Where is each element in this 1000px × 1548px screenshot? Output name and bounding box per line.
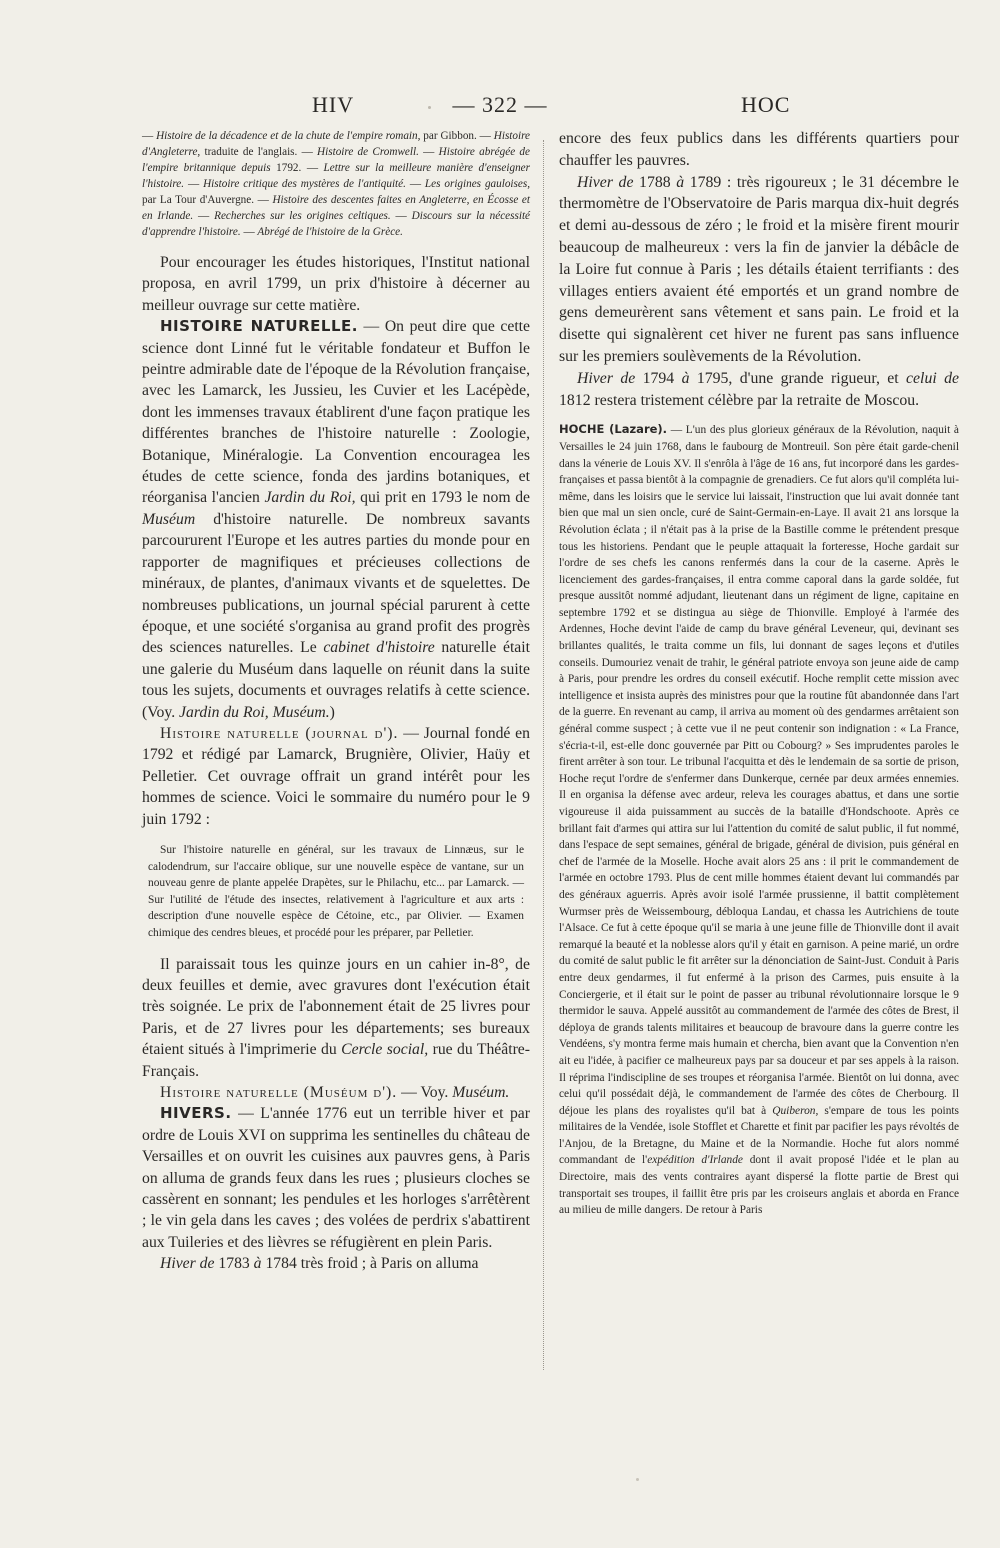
running-header: [0, 92, 1000, 122]
entry-histoire-naturelle: HISTOIRE NATURELLE. — On peut dire que cette science dont Linné fut le véritable fondateur et Buffon le peintre admirable date de l'époque de la Révolution française, avec les Lamarck, les Jussieu, les Cuvier et les Lacépède, dont les immenses travaux établirent d'une façon pratique les différentes branches de l'histoire naturelle : Zoologie, Botanique, Minéralogie. La Convention encouragea les études de cette science, fonda des jardins botaniques, et réorganisa l'ancien Jardin du Roi, qui prit en 1793 le nom de Muséum d'histoire naturelle. De nombreux savants parcoururent l'Europe et les autres parties du monde pour en rapporter de magnifiques et précieuses collections de minéraux, de plantes, d'animaux vivants et de squelettes. De nombreuses publications, un journal spécial parurent à cette époque, et une société s'organisa au grand profit des progrès des sciences naturelles. Le cabinet d'histoire naturelle était une galerie du Muséum dans laquelle on réunit dans la suite tous les sujets, documents et ouvrages relatifs à cette science. (Voy. Jardin du Roi, Muséum.): [142, 317, 531, 721]
paragraph-hiver-1783: Hiver de 1783 à 1784 très froid ; à Paris on alluma: [160, 1255, 479, 1273]
paragraph-hiver-1788: Hiver de 1788 à 1789 : très rigoureux ; le 31 décembre le thermomètre de l'Observatoire de Paris marqua dix-huit degrés et demi au-dessous de zéro ; le froid et la misère firent mourir beaucoup de malheureux : vers la fin de janvier la débâcle de la Loire fut connue à Paris ; les détails étaient terrifiants : des villages entiers avaient été emportés et un grand nombre de gens demeurèrent sans vêtement et sans pain. Le froid et la disette qui signalèrent cet hiver ne furent pas sans influence sur les premiers soulèvements de la Révolution.: [559, 173, 959, 365]
paragraph-continuation: encore des feux publics dans les différents quartiers pour chauffer les pauvres.: [559, 130, 959, 169]
column-divider: [543, 140, 544, 1370]
entry-heading: Histoire naturelle (journal d').: [160, 724, 399, 742]
right-column: [559, 128, 959, 1219]
paragraph-institut-prize: Pour encourager les études historiques, l'Institut national proposa, en avril 1799, un prix d'histoire à décerner au meilleur ouvrage sur cette matière.: [142, 254, 530, 314]
paragraph-journal-details: Il paraissait tous les quinze jours en un cahier in-8°, de deux feuilles et demie, avec gravures dont l'exécution était très soignée. Le prix de l'abonnement était de 25 livres pour Paris, et de 27 livres pour les départements; ses bureaux étaient situés à l'imprimerie du Cercle social, rue du Théâtre-Français.: [142, 955, 530, 1080]
entry-heading: HOCHE: [559, 422, 605, 437]
page-number: — 322 —: [452, 92, 548, 117]
entry-subheading: (Lazare).: [604, 422, 668, 437]
entry-hivers: HIVERS. — L'année 1776 eut un terrible hiver et par ordre de Louis XVI on supprima les sentinelles du château de Versailles et on ouvrit les cuisines aux pauvres gens, à Paris on alluma de grands feux dans les rues ; plusieurs cloches se cassèrent en sonnant; les pendules et les horloges s'arrêtèrent ; le vin gela dans les caves ; des volées de perdrix s'abattirent aux Tuileries et des lièvres se réfugièrent en plein Paris.: [142, 1104, 530, 1251]
speck: [428, 106, 431, 109]
entry-heading: HISTOIRE NATURELLE.: [160, 317, 358, 336]
speck: [636, 1478, 639, 1481]
entry-hoche: HOCHE (Lazare). — L'un des plus glorieux généraux de la Révolution, naquit à Versailles le 24 juin 1768, dans le faubourg de Montreuil. Son père était garde-chenil dans la vénerie de Louis XV. Il s'enrôla à l'âge de 16 ans, fut incorporé dans les gardes-françaises et passa bientôt à la compagnie de grenadiers. Ce fut alors qu'il compléta lui-même, dans les loisirs que le service lui laissait, l'instruction que lui avait donnée tant bien que mal un sien oncle, curé de Saint-Germain-en-Laye. Il avait 21 ans lorsque la Révolution éclata ; il n'était pas à la prise de la Bastille comme le prétendent presque tous les historiens. Pendant que le peuple attaquait la forteresse, Hoche gardait sur l'ordre de ses chefs les canons renfermés dans la cour de la caserne. Après le licenciement des gardes-françaises, il entra comme caporal dans la garde soldée, fut presque aussitôt nommé adjudant, lieutenant dans un régiment de ligne, capitaine en septembre 1792 et se distingua au siège de Thionville. Employé à l'armée des Ardennes, Hoche devint l'aide de camp du brave général Leveneur, qui, devinant ses brillantes qualités, le traita comme un fils, lui donnant de sages leçons et d'utiles conseils. Dumouriez venait de trahir, le général patriote envoya son jeune aide de camp à Paris, pour prendre les ordres du conseil exécutif. Hoche remplit cette mission avec intelligence et insista auprès des ministres pour que la routine fût abandonnée dans l'art de la guerre. En revenant au camp, il arriva au moment où des gendarmes arrêtaient son général comme suspect ; à cette vue il ne peut contenir son indignation : « La France, s'écria-t-il, est-elle donc gouvernée par Pitt ou Cobourg? » Ses imprudentes paroles le firent arrêter à son tour. Le tribunal l'acquitta et dès le lendemain de sa sortie de prison, Hoche reçut l'ordre de s'enfermer dans Dunkerque, cernée par deux armées ennemies. Il en organisa la défense avec ardeur, releva les courages abattus, et dans une sortie vigoureuse il aida puissamment au succès de la bataille d'Hondschoote. Après ce brillant fait d'armes qui attira sur lui l'attention du comité de salut public, il fut nommé, dans l'espace de sept semaines, général de brigade, général de division, puis général en chef de l'armée de la Moselle. Hoche avait alors 25 ans : il prit le commandement de l'armée en octobre 1793. Plus de cent mille hommes étaient devant lui commandés par des généraux aguerris. Après avoir isolé l'armée prussienne, il battit complètement Wurmser près de Weissembourg, débloqua Landau, et chassa les Autrichiens de toute l'Alsace. Ce fut à cette époque qu'il se maria à une jeune fille de Thionville dont il avait remarqué la beauté et la noblesse alors qu'il y était en garnison. A peine marié, un ordre du comité de salut public le fit arrêter sur la dénonciation de Saint-Just. Conduit à Paris entre deux gendarmes, il fut enfermé à la prison des Carmes, puis ensuite à la Conciergerie, et il était sur le point de passer au tribunal révolutionnaire lorsque le 9 thermidor le sauva. Appelé aussitôt au commandement de l'armée des côtes de Brest, il déploya de grands talents militaires et beaucoup de bravoure dans la guerre contre les Vendéens, s'y montra ferme mais humain et chercha, bien avant que la Convention n'en ait eu l'idée, à pacifier ce malheureux pays par sa douceur et par ses appels à la raison. Il réprima l'indiscipline de ses troupes et réorganisa l'armée. Bientôt on lui donna, avec celui qu'il possédait déjà, le commandement de l'armée des côtes de Cherbourg. Il déjoue les plans des royalistes qu'il bat à Quiberon, s'empare de tous les points militaires de la Vendée, isole Stofflet et Charette et finit par pacifier les pays révoltés de l'Anjou, de la Bretagne, du Maine et de la Normandie. Hoche fut alors nommé commandant de l'expédition d'Irlande dont il avait proposé l'idée et le plan au Directoire, mais des vents contraires ayant dispersé la flotte partie de Brest qui transportait ses troupes, il faillit être pris par les croiseurs anglais et aborda en France au milieu de mille dangers. De retour à Paris: [559, 422, 960, 1217]
header-left-word: HIV: [312, 92, 355, 117]
header-right-word: HOC: [741, 92, 791, 117]
entry-museum-crossref: Histoire naturelle (Muséum d'). — Voy. Muséum.: [160, 1083, 510, 1101]
bibliography-list: — Histoire de la décadence et de la chute de l'empire romain, par Gibbon. — Histoire d'Angleterre, traduite de l'anglais. — Histoire de Cromwell. — Histoire abrégée de l'empire britannique depuis 1792. — Lettre sur la meilleure manière d'enseigner l'histoire. — Histoire critique des mystères de l'antiquité. — Les origines gauloises, par La Tour d'Auvergne. — Histoire des descentes faites en Angleterre, en Écosse et en Irlande. — Recherches sur les origines celtiques. — Discours sur la nécessité d'apprendre l'histoire. — Abrégé de l'histoire de la Grèce.: [142, 130, 531, 238]
entry-journal-histoire-naturelle: Histoire naturelle (journal d'). — Journal fondé en 1792 et rédigé par Lamarck, Brugnière, Olivier, Haüy et Pelletier. Cet ouvrage offrait un grand intérêt pour les hommes de science. Voici le sommaire du numéro pour le 9 juin 1792 :: [142, 724, 530, 828]
entry-heading: HIVERS.: [160, 1104, 232, 1123]
paragraph-hiver-1794: Hiver de 1794 à 1795, d'une grande rigueur, et celui de 1812 restera tristement célèbre par la retraite de Moscou.: [559, 369, 959, 409]
entry-heading: Histoire naturelle (Muséum d').: [160, 1083, 398, 1101]
left-column: [142, 128, 530, 1275]
journal-summary: Sur l'histoire naturelle en général, sur les travaux de Linnæus, sur le calodendrum, sur l'accaire oblique, sur une nouvelle espèce de vantane, sur un nouveau genre de plante appelée Drapètes, sur le Philachu, etc... par Lamarck. — Sur l'utilité de l'étude des insectes, relativement à l'agriculture et aux arts : description d'une nouvelle espèce de Cétoine, etc., par Olivier. — Examen chimique des cendres bleues, et procédé pour les préparer, par Pelletier.: [148, 843, 524, 939]
